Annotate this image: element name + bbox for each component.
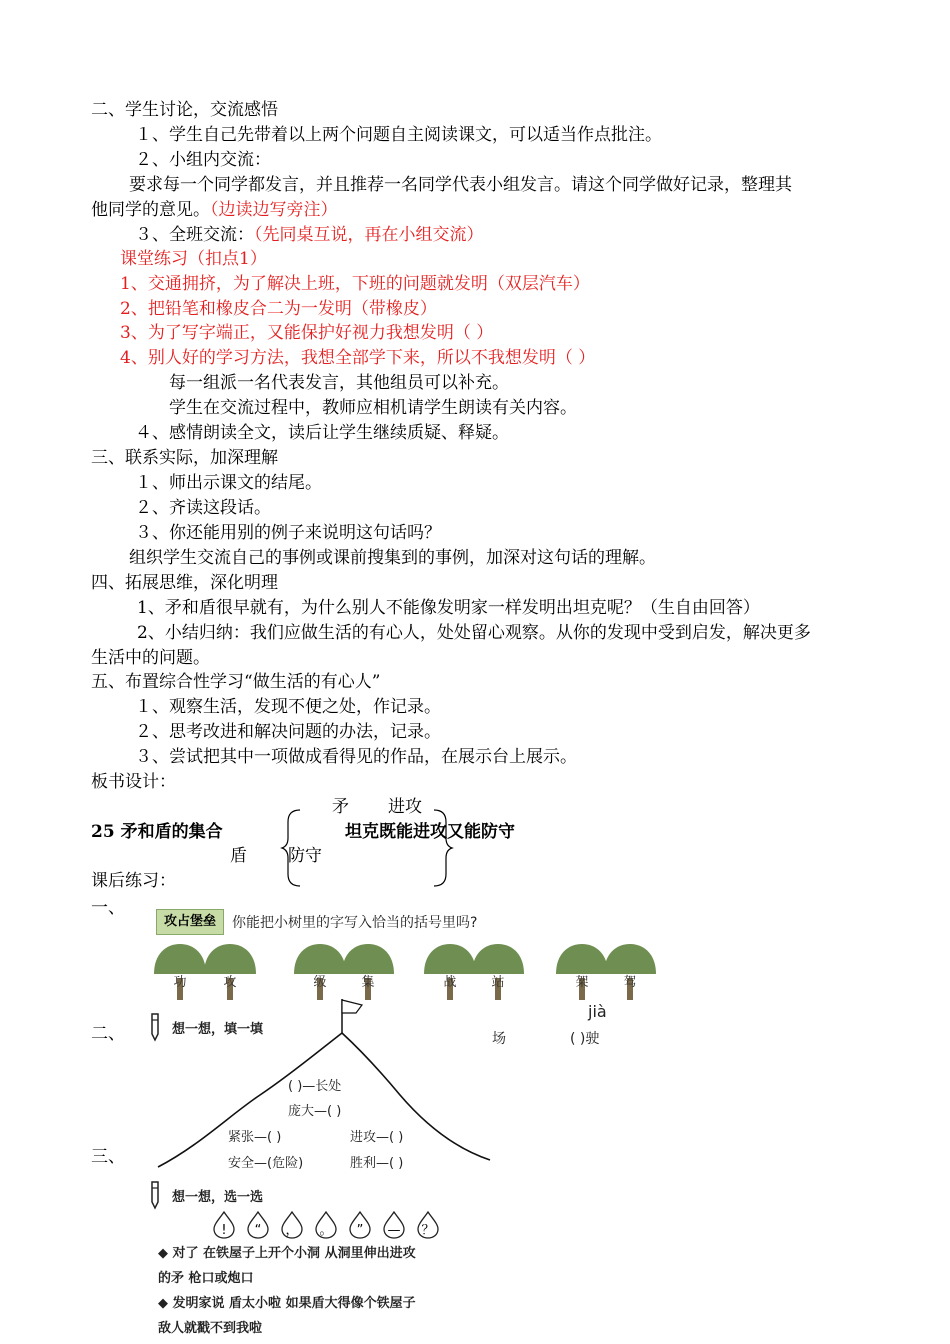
board-mao: 矛: [332, 797, 349, 817]
tree-char: 战: [443, 975, 457, 990]
step-1: １、学生自己先带着以上两个问题自主阅读课文，可以适当作点批注。: [135, 125, 662, 145]
punctuation-mark: 。: [319, 1223, 333, 1238]
section-1-label: 一、: [91, 898, 125, 918]
step-5-1: １、观察生活，发现不便之处，作记录。: [135, 697, 441, 717]
ex2-row3a: 紧张—( ): [228, 1130, 282, 1145]
heading-5: 五、布置综合性学习“做生活的有心人”: [91, 672, 381, 692]
tree-icon: [556, 944, 608, 1000]
exercise-2: 2、把铅笔和橡皮合二为一发明（带橡皮）: [120, 299, 437, 319]
board-dun: 盾: [230, 846, 247, 866]
ex3-q1b: 的矛 枪口或炮口: [158, 1271, 254, 1286]
teacher-note: 学生在交流过程中，教师应相机请学生朗读有关内容。: [169, 398, 577, 418]
punctuation-mark: ？: [421, 1223, 435, 1238]
exercise-badge: 攻占堡垒: [156, 909, 224, 935]
step-4-1: 1、矛和盾很早就有，为什么别人不能像发明家一样发明出坦克呢？（生自由回答）: [137, 598, 760, 618]
exercise-4: 4、别人好的学习方法，我想全部学下来，所以不我想发明（ ）: [120, 348, 596, 368]
group-note: 每一组派一名代表发言，其他组员可以补充。: [169, 373, 509, 393]
step-4-2-cont: 生活中的问题。: [91, 648, 210, 668]
punctuation-drop: [248, 1212, 268, 1238]
step-5-2: ２、思考改进和解决问题的办法，记录。: [135, 722, 441, 742]
punctuation-drop: [350, 1212, 370, 1238]
step-3-1: １、师出示课文的结尾。: [135, 473, 322, 493]
tree-row: [150, 940, 665, 1002]
requirement-line-2: [91, 199, 338, 221]
heading-3: 三、联系实际，加深理解: [91, 448, 278, 468]
punctuation-drop: [316, 1212, 336, 1238]
step-2: ２、小组内交流：: [135, 150, 271, 170]
heading-2: 二、学生讨论，交流感悟: [91, 100, 278, 120]
exercise-3-title: 想一想，选一选: [172, 1190, 264, 1205]
ex3-q2a: ◆ 发明家说 盾太小啦 如果盾大得像个铁屋子: [158, 1296, 416, 1311]
punctuation-drop: [214, 1212, 234, 1238]
punctuation-mark: ”: [356, 1223, 364, 1238]
tree-char: 架: [575, 975, 589, 990]
board-jingong: 进攻: [388, 797, 422, 817]
section-3-label: 三、: [91, 1147, 125, 1167]
step-3-note: （先同桌互说，再在小组交流）: [254, 225, 484, 245]
ex2-row1: ( )—长处: [288, 1079, 342, 1094]
punctuation-drop: [418, 1212, 438, 1238]
annotation-note: （边读边写旁注）: [210, 200, 338, 220]
exercise-heading: 课堂练习（扣点1）: [120, 249, 267, 269]
tree-icon: [154, 944, 206, 1000]
requirement-line-1: 要求每一个同学都发言，并且推荐一名同学代表小组发言。请这个同学做好记录，整理其: [129, 175, 792, 195]
tree-char: 功: [173, 975, 187, 990]
punctuation-mark: ，: [285, 1223, 299, 1238]
icon-pencil-3: [146, 1180, 164, 1210]
ex3-q2b: 敌人就戳不到我啦: [158, 1321, 263, 1336]
step-4-2: 2、小结归纳：我们应做生活的有心人，处处留心观察。从你的发现中受到启发，解决更多: [137, 623, 811, 643]
tree-icon: [342, 944, 394, 1000]
step-3-text: ３、全班交流：: [135, 225, 254, 245]
punctuation-drop: [384, 1212, 404, 1238]
tree-icon: [604, 944, 656, 1000]
tree-icon: [472, 944, 524, 1000]
step-5-3: ３、尝试把其中一项做成看得见的作品，在展示台上展示。: [135, 747, 577, 767]
punctuation-drop: [282, 1212, 302, 1238]
board-heading: 板书设计：: [91, 772, 176, 792]
homework-label: 课后练习：: [91, 871, 176, 891]
tree-char: 站: [491, 975, 505, 990]
tree-char: 攻: [223, 975, 237, 990]
tree-char: 驾: [623, 975, 637, 990]
ex3-q1a: ◆ 对了 在铁屋子上开个小洞 从洞里伸出进攻: [158, 1246, 416, 1261]
tree-icon: [204, 944, 256, 1000]
ex2-row2: 庞大—( ): [288, 1104, 342, 1119]
tree-char: 级: [313, 975, 327, 990]
fill-chang: 场: [492, 1031, 506, 1047]
exercise-1-figure: [150, 900, 665, 1002]
punctuation-mark: “: [254, 1223, 262, 1238]
step-3-3: ３、你还能用别的例子来说明这句话吗？: [135, 523, 441, 543]
punctuation-mark: !: [221, 1223, 227, 1238]
tree-icon: [424, 944, 476, 1000]
heading-4: 四、拓展思维，深化明理: [91, 573, 278, 593]
board-braces: [278, 808, 458, 888]
board-title: 25 矛和盾的集合: [91, 822, 223, 842]
section-2-label: 二、: [91, 1024, 125, 1044]
step-3: [135, 224, 484, 246]
organize-note: 组织学生交流自己的事例或课前搜集到的事例，加深对这句话的理解。: [129, 548, 656, 568]
ex2-row3b: 进攻—( ): [350, 1130, 404, 1145]
exercise-1: 1、交通拥挤，为了解决上班，下班的问题就发明（双层汽车）: [120, 274, 590, 294]
fill-jiashi: ( )驶: [570, 1031, 600, 1047]
punctuation-mark: —: [387, 1223, 401, 1238]
exercise-3: 3、为了写字端正，又能保护好视力我想发明（ ）: [120, 323, 494, 343]
punctuation-drops: [210, 1210, 440, 1240]
step-3-2: ２、齐读这段话。: [135, 498, 271, 518]
tree-icon: [294, 944, 346, 1000]
exercise-question: 你能把小树里的字写入恰当的括号里吗?: [232, 915, 478, 931]
ex2-row4a: 安全—(危险): [228, 1156, 304, 1171]
pinyin-jia: jià: [588, 1002, 607, 1021]
ex2-row4b: 胜利—( ): [350, 1156, 404, 1171]
board-center: 坦克既能进攻又能防守: [345, 822, 515, 842]
step-4: ４、感情朗读全文，读后让学生继续质疑、释疑。: [135, 423, 509, 443]
exercise-2-title: 想一想，填一填: [172, 1022, 264, 1037]
requirement-text: 他同学的意见。: [91, 200, 210, 220]
tree-char: 集: [361, 975, 375, 990]
board-fangshou: 防守: [288, 846, 322, 866]
